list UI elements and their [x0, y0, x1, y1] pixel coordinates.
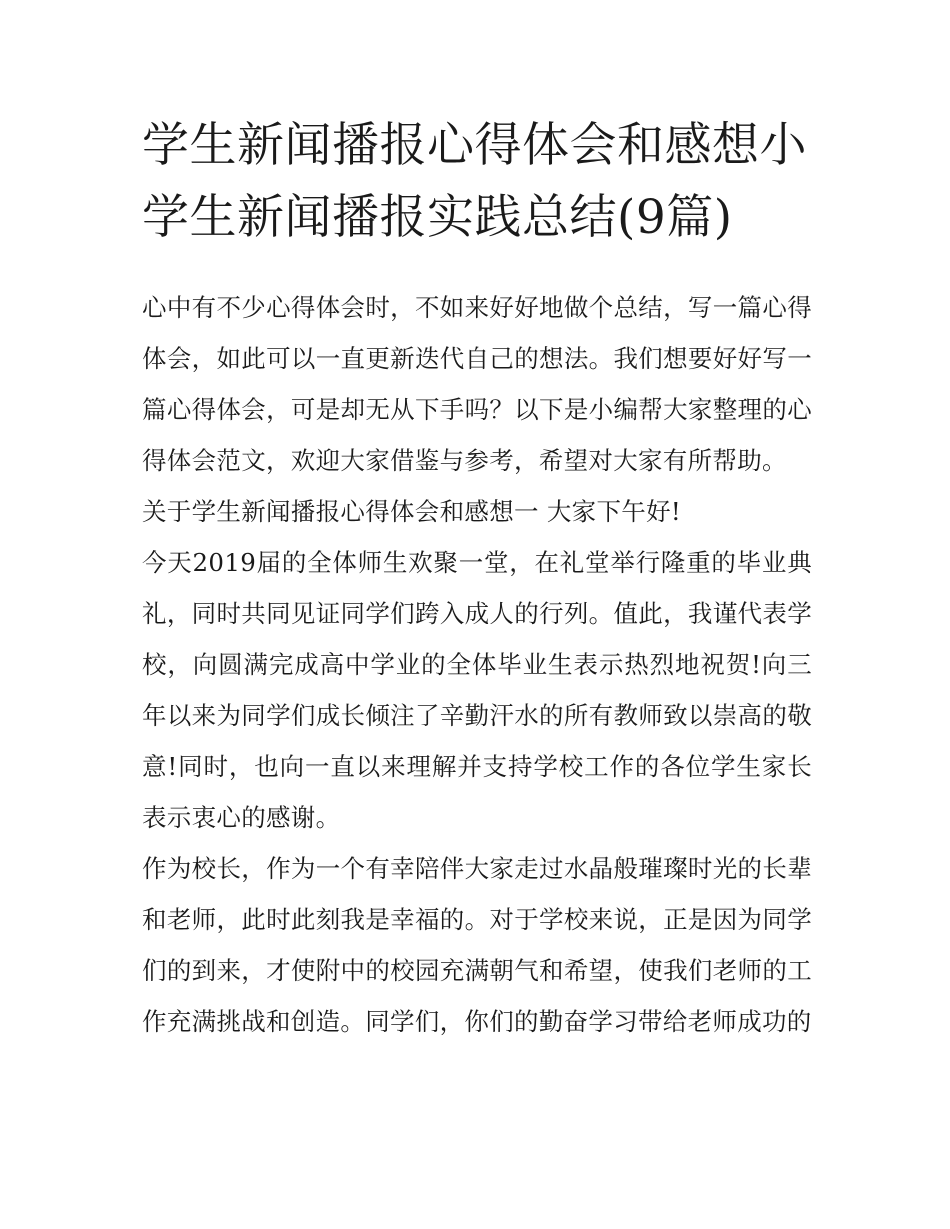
paragraph-principal: 作为校长，作为一个有幸陪伴大家走过水晶般璀璨时光的长辈和老师，此时此刻我是幸福的。对于学校来说，正是因为同学们的到来，才使附中的校园充满朝气和希望，使我们老师的工作充满挑战和创造。同学们，你们的勤奋学习带给老师成功的	[142, 854, 812, 1036]
document-title: 学生新闻播报心得体会和感想小学生新闻播报实践总结(9篇)	[142, 118, 807, 245]
paragraph-intro: 心中有不少心得体会时，不如来好好地做个总结，写一篇心得体会，如此可以一直更新迭代自己的想法。我们想要好好写一篇心得体会，可是却无从下手吗？以下是小编帮大家整理的心得体会范文，欢迎大家借鉴与参考，希望对大家有所帮助。	[142, 293, 812, 475]
paragraph-section-heading: 关于学生新闻播报心得体会和感想一 大家下午好!	[142, 497, 682, 526]
document-body	[142, 282, 812, 1047]
paragraph-ceremony: 今天2019届的全体师生欢聚一堂，在礼堂举行隆重的毕业典礼，同时共同见证同学们跨入成人的行列。值此，我谨代表学校，向圆满完成高中学业的全体毕业生表示热烈地祝贺!向三年以来为同学们成长倾注了辛勤汗水的所有教师致以崇高的敬意!同时，也向一直以来理解并支持学校工作的各位学生家长表示衷心的感谢。	[142, 548, 812, 832]
